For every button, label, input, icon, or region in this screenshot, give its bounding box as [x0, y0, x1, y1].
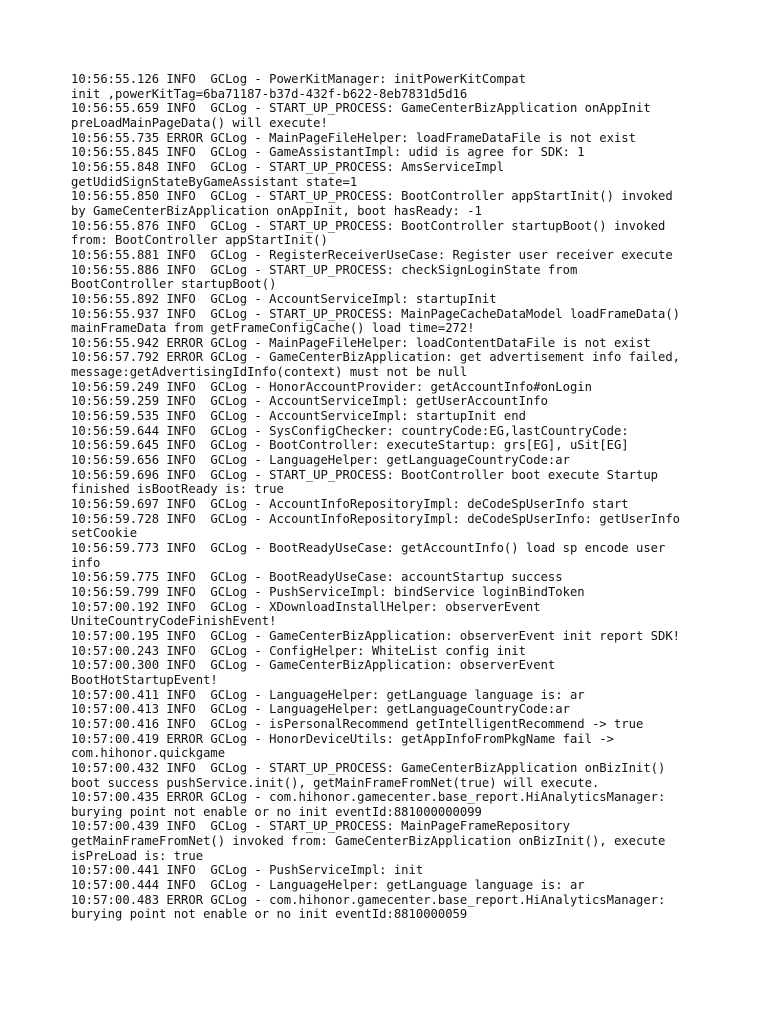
log-line: 10:57:00.441 INFO GCLog - PushServiceImpl: init	[71, 863, 424, 878]
log-line: 10:57:00.432 INFO GCLog - START_UP_PROCESS: GameCenterBizApplication onBizInit()	[71, 760, 666, 775]
log-line: burying point not enable or no init eventId:8810000059	[71, 907, 468, 922]
log-line: by GameCenterBizApplication onAppInit, boot hasReady: -1	[71, 203, 482, 218]
log-line: 10:56:59.259 INFO GCLog - AccountServiceImpl: getUserAccountInfo	[71, 394, 548, 409]
log-line: 10:56:59.656 INFO GCLog - LanguageHelper: getLanguageCountryCode:ar	[71, 453, 570, 468]
log-line: 10:57:00.192 INFO GCLog - XDownloadInstallHelper: observerEvent	[71, 599, 541, 614]
log-line: 10:56:55.659 INFO GCLog - START_UP_PROCESS: GameCenterBizApplication onAppInit	[71, 101, 651, 116]
log-line: com.hihonor.quickgame	[71, 746, 226, 761]
log-line: finished isBootReady is: true	[71, 482, 284, 497]
log-line: 10:56:55.886 INFO GCLog - START_UP_PROCESS: checkSignLoginState from	[71, 262, 578, 277]
log-line: info	[71, 555, 101, 570]
log-line: from: BootController appStartInit()	[71, 233, 328, 248]
log-line: 10:56:55.892 INFO GCLog - AccountServiceImpl: startupInit	[71, 291, 497, 306]
log-line: 10:56:59.773 INFO GCLog - BootReadyUseCase: getAccountInfo() load sp encode user	[71, 541, 666, 555]
log-line: burying point not enable or no init eventId:881000000099	[71, 804, 482, 819]
log-line: message:getAdvertisingIdInfo(context) must not be null	[71, 365, 468, 380]
log-line: setCookie	[71, 526, 138, 541]
log-line: 10:57:00.444 INFO GCLog - LanguageHelper: getLanguage language is: ar	[71, 878, 585, 893]
log-line: 10:56:57.792 ERROR GCLog - GameCenterBizApplication: get advertisement info failed,	[71, 350, 681, 365]
log-line: 10:56:55.942 ERROR GCLog - MainPageFileHelper: loadContentDataFile is not exist	[71, 335, 651, 350]
log-line: BootController startupBoot()	[71, 277, 277, 292]
log-line: 10:56:59.249 INFO GCLog - HonorAccountProvider: getAccountInfo#onLogin	[71, 379, 592, 394]
log-line: 10:56:59.728 INFO GCLog - AccountInfoRepositoryImpl: deCodeSpUserInfo: getUserInfo	[71, 511, 681, 526]
log-line: 10:56:55.881 INFO GCLog - RegisterReceiverUseCase: Register user receiver execute	[71, 247, 673, 262]
log-document	[71, 72, 711, 922]
log-line: 10:56:55.845 INFO GCLog - GameAssistantImpl: udid is agree for SDK: 1	[71, 145, 585, 160]
log-line: preLoadMainPageData() will execute!	[71, 115, 328, 130]
log-line: init ,powerKitTag=6ba71187-b37d-432f-b622-8eb7831d5d16	[71, 86, 468, 101]
log-line: 10:57:00.411 INFO GCLog - LanguageHelper: getLanguage language is: ar	[71, 687, 585, 702]
log-line: 10:57:00.435 ERROR GCLog - com.hihonor.gamecenter.base_report.HiAnalyticsManager:	[71, 790, 666, 805]
log-line: 10:57:00.419 ERROR GCLog - HonorDeviceUtils: getAppInfoFromPkgName fail ->	[71, 731, 614, 746]
log-line: 10:57:00.439 INFO GCLog - START_UP_PROCESS: MainPageFrameRepository	[71, 819, 570, 834]
log-line: boot success pushService.init(), getMainFrameFromNet(true) will execute.	[71, 775, 600, 790]
log-line: 10:56:59.645 INFO GCLog - BootController: executeStartup: grs[EG], uSit[EG]	[71, 438, 629, 453]
log-line: 10:57:00.413 INFO GCLog - LanguageHelper: getLanguageCountryCode:ar	[71, 702, 570, 717]
log-line: UniteCountryCodeFinishEvent!	[71, 614, 277, 629]
log-line: 10:57:00.243 INFO GCLog - ConfigHelper: WhiteList config init	[71, 643, 526, 658]
log-line: getMainFrameFromNet() invoked from: GameCenterBizApplication onBizInit(), execute	[71, 834, 666, 849]
log-line: 10:56:59.535 INFO GCLog - AccountServiceImpl: startupInit end	[71, 409, 526, 424]
log-line: 10:56:59.775 INFO GCLog - BootReadyUseCase: accountStartup success	[71, 570, 563, 585]
log-line: 10:56:59.799 INFO GCLog - PushServiceImpl: bindService loginBindToken	[71, 584, 585, 599]
log-line: 10:57:00.416 INFO GCLog - isPersonalRecommend getIntelligentRecommend -> true	[71, 716, 644, 731]
log-line: BootHotStartupEvent!	[71, 672, 218, 687]
log-line: isPreLoad is: true	[71, 848, 204, 863]
log-line: 10:57:00.483 ERROR GCLog - com.hihonor.gamecenter.base_report.HiAnalyticsManager:	[71, 892, 666, 907]
log-line: 10:57:00.195 INFO GCLog - GameCenterBizApplication: observerEvent init report SDK!	[71, 628, 681, 643]
log-line: 10:56:55.848 INFO GCLog - START_UP_PROCESS: AmsServiceImpl	[71, 159, 504, 174]
log-line: mainFrameData from getFrameConfigCache() load time=272!	[71, 321, 475, 336]
log-line: 10:56:59.696 INFO GCLog - START_UP_PROCESS: BootController boot execute Startup	[71, 467, 658, 482]
log-line: 10:56:55.126 INFO GCLog - PowerKitManager: initPowerKitCompat	[71, 72, 526, 86]
log-line: 10:56:55.735 ERROR GCLog - MainPageFileHelper: loadFrameDataFile is not exist	[71, 130, 636, 145]
log-line: getUdidSignStateByGameAssistant state=1	[71, 174, 358, 189]
log-line: 10:56:59.644 INFO GCLog - SysConfigChecker: countryCode:EG,lastCountryCode:	[71, 423, 629, 438]
log-line: 10:56:55.937 INFO GCLog - START_UP_PROCESS: MainPageCacheDataModel loadFrameData()	[71, 306, 681, 321]
log-line: 10:56:55.876 INFO GCLog - START_UP_PROCESS: BootController startupBoot() invoked	[71, 218, 666, 233]
log-line: 10:56:55.850 INFO GCLog - START_UP_PROCESS: BootController appStartInit() invoked	[71, 189, 673, 204]
log-line: 10:57:00.300 INFO GCLog - GameCenterBizApplication: observerEvent	[71, 658, 556, 673]
log-line: 10:56:59.697 INFO GCLog - AccountInfoRepositoryImpl: deCodeSpUserInfo start	[71, 497, 629, 512]
